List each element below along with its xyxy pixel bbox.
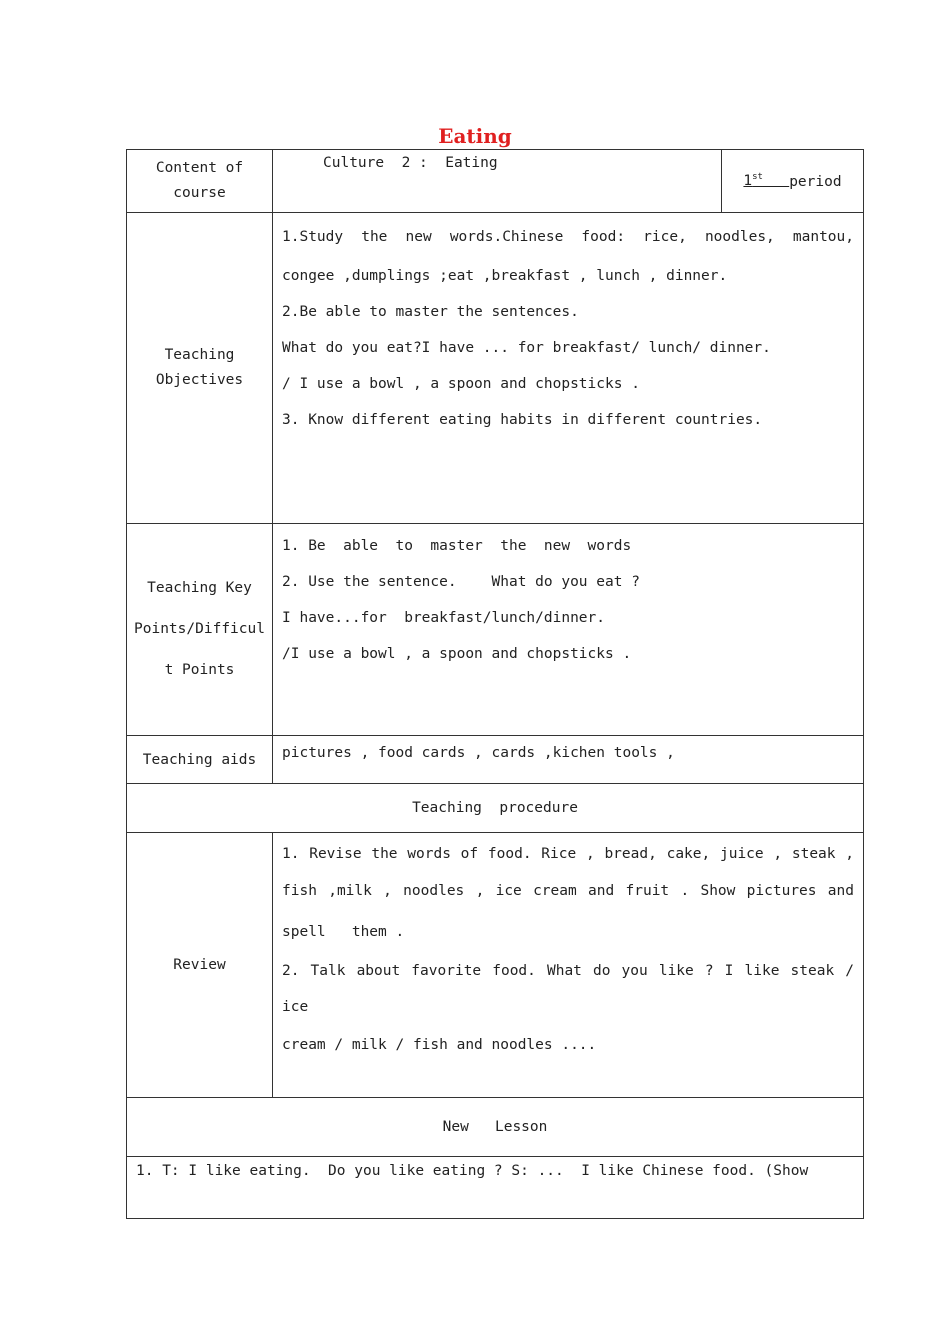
- period-number: 1st: [743, 172, 763, 190]
- keypoint-line: 1. Be able to master the new words: [282, 538, 632, 554]
- objectives-content: [273, 213, 864, 524]
- new-lesson-heading: [127, 1098, 864, 1157]
- keypoints-row: [127, 524, 864, 736]
- period-cell: [722, 150, 864, 213]
- aids-value: pictures , food cards , cards ,kichen tools ,: [282, 745, 675, 761]
- content-label: Content of: [155, 160, 244, 176]
- objective-line: 2.Be able to master the sentences.: [282, 304, 579, 320]
- keypoints-label: t Points: [164, 662, 235, 678]
- keypoint-line: 2. Use the sentence. What do you eat ?: [282, 574, 640, 590]
- aids-label: Teaching aids: [142, 751, 257, 768]
- review-label-cell: [127, 833, 273, 1098]
- procedure-heading: [127, 784, 864, 833]
- lesson-plan-table: [126, 149, 864, 1219]
- keypoint-line: I have...for breakfast/lunch/dinner.: [282, 610, 606, 626]
- content-label: course: [173, 185, 226, 201]
- review-line: fish ,milk , noodles , ice cream and fruit . Show pictures and: [282, 883, 854, 899]
- keypoints-label: Points/Difficul: [134, 621, 265, 637]
- new-lesson-row: [127, 1098, 864, 1157]
- objective-line: / I use a bowl , a spoon and chopsticks .: [282, 376, 640, 392]
- new-lesson-content: [127, 1157, 864, 1219]
- review-line: cream / milk / fish and noodles ....: [282, 1037, 597, 1053]
- aids-label-cell: [127, 736, 273, 784]
- period-label: 1st period: [743, 172, 842, 190]
- review-content: [273, 833, 864, 1098]
- keypoint-line: /I use a bowl , a spoon and chopsticks .: [282, 646, 632, 662]
- keypoints-label-cell: [127, 524, 273, 736]
- aids-row: [127, 736, 864, 784]
- review-line: 1. Revise the words of food. Rice , bread, cake, juice , steak ,: [282, 846, 854, 862]
- review-line: 2. Talk about favorite food. What do you like ? I like steak / ice: [282, 963, 854, 1015]
- new-lesson-content-row: [127, 1157, 864, 1219]
- document-title: Eating: [438, 124, 512, 148]
- objective-line: 1.Study the new words.Chinese food: rice, noodles, mantou,: [282, 229, 854, 245]
- objective-line: 3. Know different eating habits in different countries.: [282, 412, 763, 428]
- objectives-label: Teaching: [164, 347, 235, 363]
- review-label: Review: [173, 957, 226, 973]
- content-value: Culture 2 : Eating: [323, 155, 498, 171]
- review-row: [127, 833, 864, 1098]
- objectives-row: [127, 213, 864, 524]
- new-lesson-label: New Lesson: [442, 1119, 548, 1135]
- review-line: spell them .: [282, 924, 405, 940]
- procedure-row: [127, 784, 864, 833]
- objective-line: congee ,dumplings ;eat ,breakfast , lunch , dinner.: [282, 268, 728, 284]
- keypoints-label: Teaching Key: [147, 580, 252, 596]
- new-lesson-line: 1. T: I like eating. Do you like eating ? S: ... I like Chinese food. (Show: [136, 1163, 809, 1179]
- keypoints-content: [273, 524, 864, 736]
- objective-line: What do you eat?I have ... for breakfast/ lunch/ dinner.: [282, 340, 771, 356]
- content-value-cell: [273, 150, 722, 213]
- content-label-cell: [127, 150, 273, 213]
- content-row: [127, 150, 864, 213]
- procedure-label: Teaching procedure: [412, 800, 578, 816]
- objectives-label: Objectives: [155, 372, 244, 388]
- aids-content: [273, 736, 864, 784]
- objectives-label-cell: [127, 213, 273, 524]
